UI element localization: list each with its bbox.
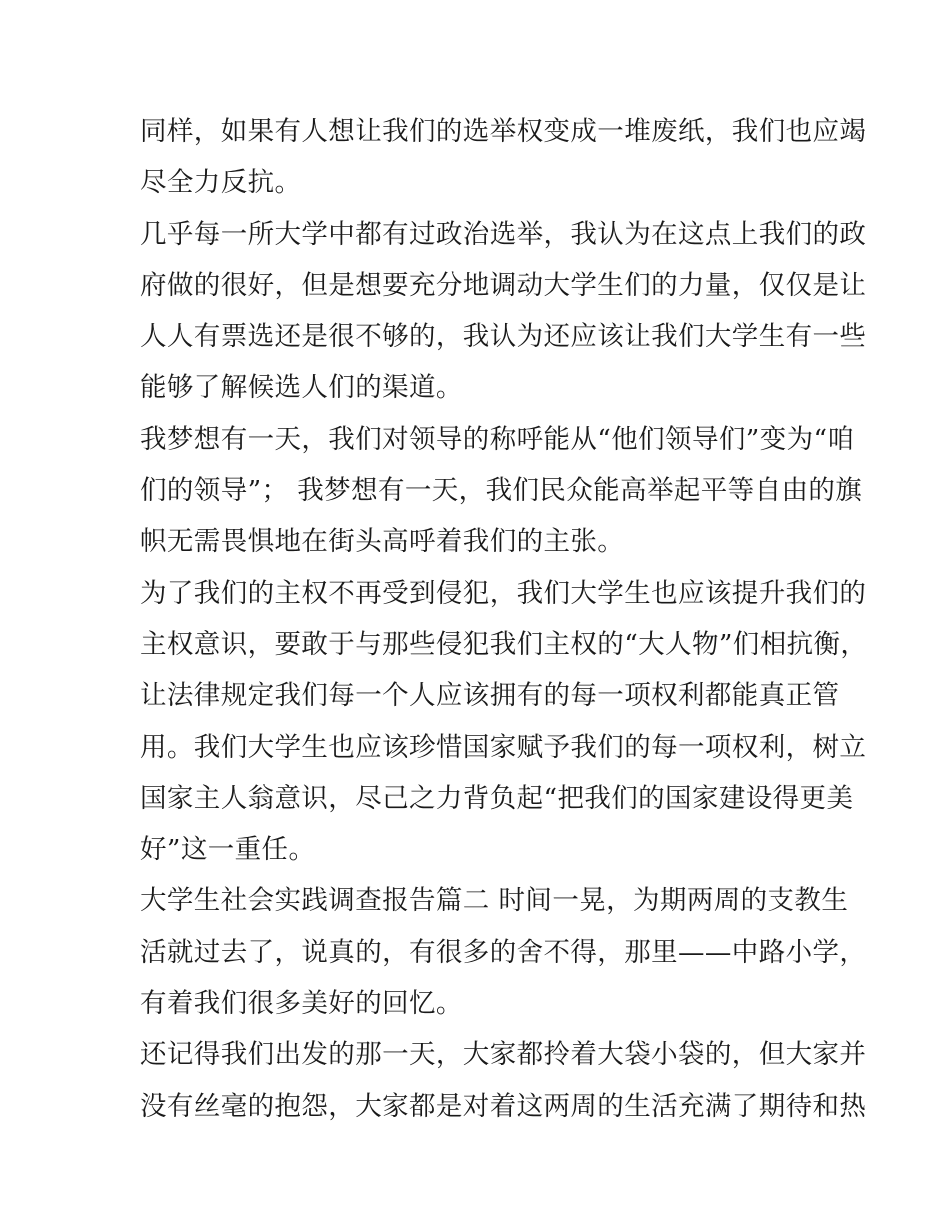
text-line: 好”这一重任。 bbox=[140, 834, 316, 866]
text-line: 没有丝毫的抱怨，大家都是对着这两周的生活充满了期待和热 bbox=[140, 1090, 867, 1122]
text-line: 国家主人翁意识，尽己之力背负起“把我们的国家建设得更美 bbox=[140, 782, 854, 814]
text-line: 我梦想有一天，我们对领导的称呼能从“他们领导们”变为“咱 bbox=[140, 423, 855, 455]
text-line: 尽全力反抗。 bbox=[140, 167, 302, 199]
text-line: 同样，如果有人想让我们的选举权变成一堆废纸，我们也应竭 bbox=[140, 116, 867, 147]
text-line: 人人有票选还是很不够的，我认为还应该让我们大学生有一些 bbox=[140, 321, 867, 353]
text-line: 主权意识，要敢于与那些侵犯我们主权的“大人物”们相抗衡， bbox=[140, 628, 868, 660]
text-line: 帜无需畏惧地在街头高呼着我们的主张。 bbox=[140, 526, 625, 558]
text-line: 用。我们大学生也应该珍惜国家赋予我们的每一项权利，树立 bbox=[140, 731, 867, 763]
text-line: 府做的很好，但是想要充分地调动大学生们的力量，仅仅是让 bbox=[140, 269, 867, 301]
document-body bbox=[140, 106, 868, 1132]
text-line: 有着我们很多美好的回忆。 bbox=[140, 988, 463, 1020]
text-line: 还记得我们出发的那一天，大家都拎着大袋小袋的，但大家并 bbox=[140, 1039, 867, 1071]
text-line: 让法律规定我们每一个人应该拥有的每一项权利都能真正管 bbox=[140, 680, 840, 712]
text-line: 为了我们的主权不再受到侵犯，我们大学生也应该提升我们的 bbox=[140, 577, 867, 609]
text-line: 活就过去了，说真的，有很多的舍不得，那里——中路小学， bbox=[140, 936, 867, 968]
text-line: 几乎每一所大学中都有过政治选举，我认为在这点上我们的政 bbox=[140, 218, 867, 250]
text-line: 们的领导”； 我梦想有一天，我们民众能高举起平等自由的旗 bbox=[140, 475, 863, 507]
text-line: 大学生社会实践调查报告篇二 时间一晃，为期两周的支教生 bbox=[140, 885, 849, 917]
text-line: 能够了解候选人们的渠道。 bbox=[140, 372, 463, 404]
